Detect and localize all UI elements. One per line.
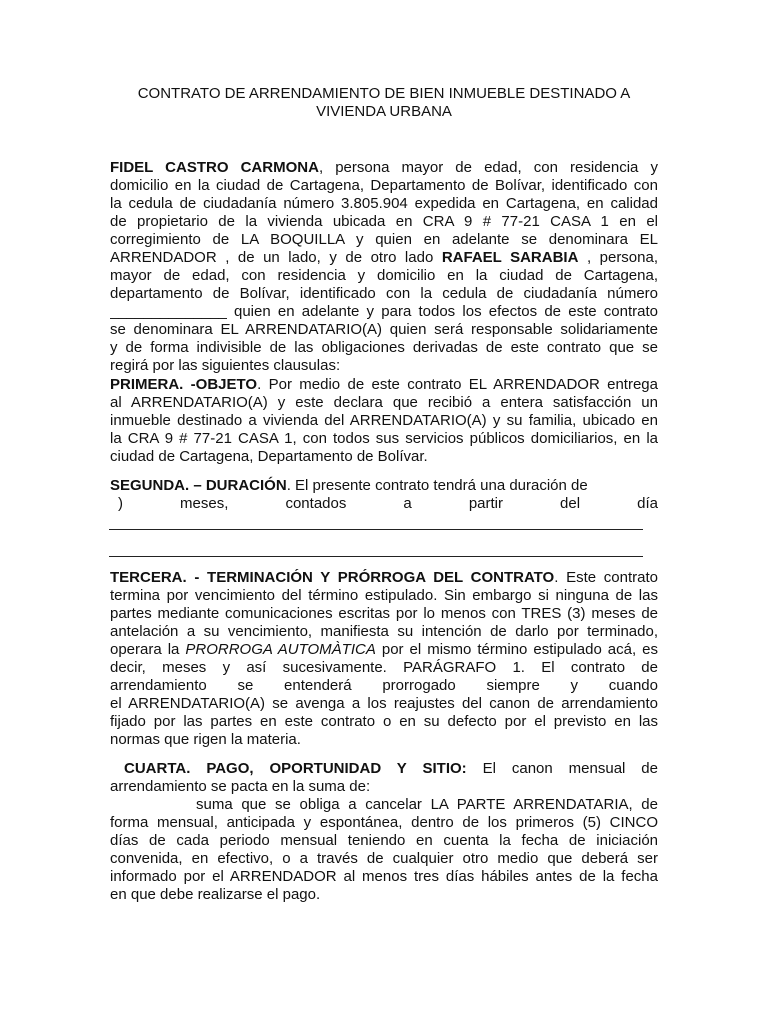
blank-line-2 <box>109 556 643 557</box>
clause-cuarta: CUARTA. PAGO, OPORTUNIDAD Y SITIO: El canon mensual de arrendamiento se pacta en la suma de: suma que se obliga a cancelar LA PARTE ARRENDATARIA, de forma mensual, anticipada y espontánea, dentro de los primeros (5) CINCO días de cada periodo mensual teniendo en cuenta la fecha de iniciación convenida, en efectivo, o a través de cualquier otro medio que deberá ser informado por el ARRENDADOR al menos tres días hábiles antes de la fecha en que debe realizarse el pago. <box>110 760 658 903</box>
blank-line-1 <box>109 529 643 530</box>
clause-segunda: SEGUNDA. – DURACIÓN. El presente contrato tendrá una duración de ) meses, contados a partir del día <box>110 477 658 512</box>
document-title <box>108 85 660 121</box>
clause-primera: PRIMERA. -OBJETO. Por medio de este contrato EL ARRENDADOR entrega al ARRENDATARIO(A) y este declara que recibió a entera satisfacción un inmueble destinado a vivienda del ARRENDATARIO(A) y su familia, ubicado en la CRA 9 # 77-21 CASA 1, con todos sus servicios públicos domiciliarios, en la ciudad de Cartagena, Departamento de Bolívar. <box>110 376 658 465</box>
arrendador-name: FIDEL CASTRO CARMONA <box>110 159 319 176</box>
clause-cuarta-heading: CUARTA. PAGO, OPORTUNIDAD Y SITIO: <box>124 760 467 777</box>
clause-tercera-heading: TERCERA. - TERMINACIÓN Y PRÓRROGA DEL CONTRATO <box>110 569 555 586</box>
arrendatario-name: RAFAEL SARABIA <box>441 249 579 266</box>
clause-tercera: TERCERA. - TERMINACIÓN Y PRÓRROGA DEL CONTRATO. Este contrato termina por vencimiento del término estipulado. Sin embargo si ninguna de las partes mediante comunicaciones escritas por lo menos con TRES (3) meses de antelación a su vencimiento, manifiesta su intención de darlo por terminado, operara la PRORROGA AUTOMÀTICA por el mismo término estipulado acá, es decir, meses y así sucesivamente. PARÁGRAFO 1. El contrato de arrendamiento se entenderá prorrogado siempre y cuando el ARRENDATARIO(A) se avenga a los reajustes del canon de arrendamiento fijado por las partes en este contrato o en su defecto por el previsto en las normas que rigen la materia. <box>110 569 658 748</box>
title-line-1: CONTRATO DE ARRENDAMIENTO DE BIEN INMUEBLE DESTINADO A <box>137 85 631 102</box>
clause-primera-heading: PRIMERA. -OBJETO <box>110 376 258 393</box>
intro-paragraph: FIDEL CASTRO CARMONA, persona mayor de edad, con residencia y domicilio en la ciudad de Cartagena, Departamento de Bolívar, identificado con la cedula de ciudadanía número 3.805.904 expedida en Cartagena, en calidad de propietario de la vivienda ubicada en CRA 9 # 77-21 CASA 1 en el corregimiento de LA BOQUILLA y quien en adelante se denominara EL ARRENDADOR , de un lado, y de otro lado RAFAEL SARABIA , persona, mayor de edad, con residencia y domicilio en la ciudad de Cartagena, departamento de Bolívar, identificado con la cedula de ciudadanía número ______________ quien en adelante y para todos los efectos de este contrato se denominara EL ARRENDATARIO(A) quien será responsable solidariamente y de forma indivisible de las obligaciones derivadas de este contrato que se regirá por las siguientes clausulas: <box>110 159 658 374</box>
clause-segunda-heading: SEGUNDA. – DURACIÓN <box>110 477 287 494</box>
title-line-2: VIVIENDA URBANA <box>316 103 452 120</box>
